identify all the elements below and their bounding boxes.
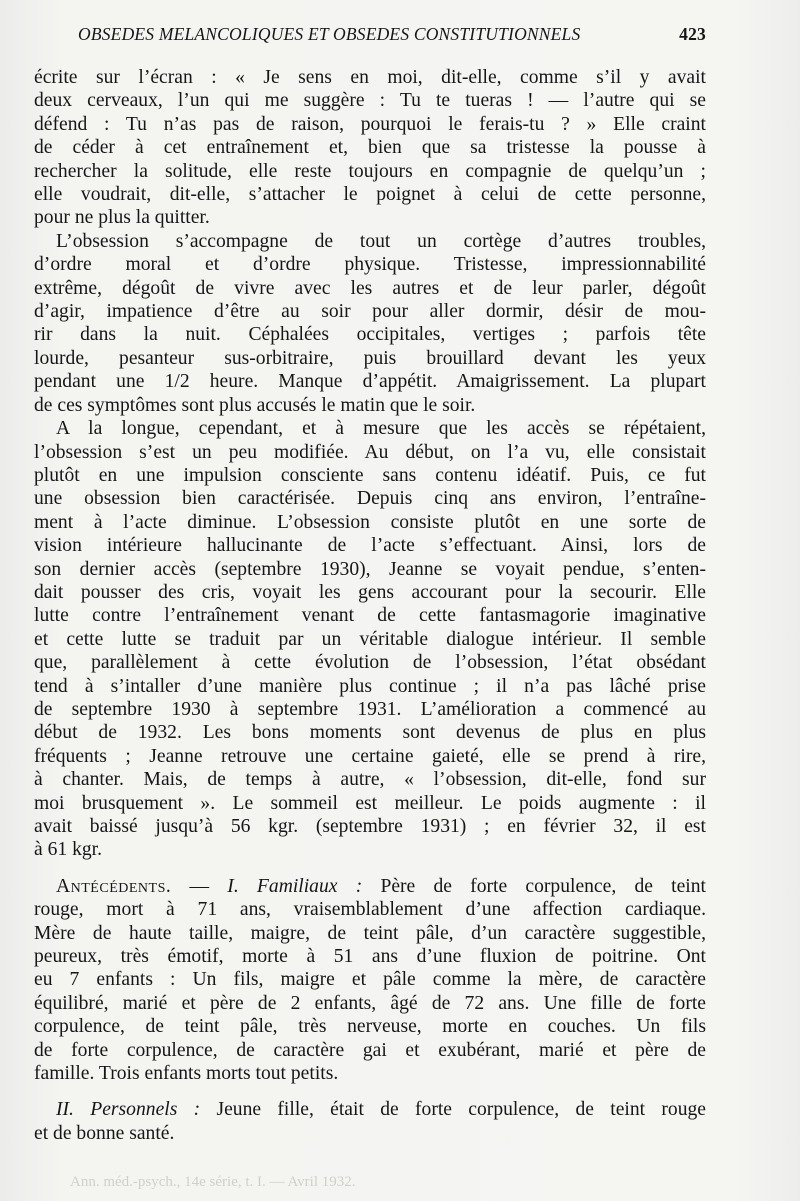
text-line: et cette lutte se traduit par un véritable dialogue intérieur. Il semble xyxy=(34,628,706,650)
page-number: 423 xyxy=(679,24,706,44)
text-line: ment à l’acte diminue. L’obsession consiste plutôt en une sorte de xyxy=(34,511,706,533)
text-line: à chanter. Mais, de temps à autre, « l’obsession, dit-elle, fond sur xyxy=(34,769,706,791)
subsection-label: II. Personnels : xyxy=(56,1099,201,1121)
text-run: Jeune fille, était de forte corpulence, de teint rouge xyxy=(216,1099,706,1121)
running-head-title: OBSEDES MELANCOLIQUES ET OBSEDES CONSTITUTIONNELS xyxy=(78,24,581,44)
text-line: équilibré, marié et père de 2 enfants, âgé de 72 ans. Une fille de forte xyxy=(34,992,706,1014)
text-line: d’ordre moral et d’ordre physique. Tristesse, impressionnabilité xyxy=(34,254,706,276)
text-line: vision intérieure hallucinante de l’acte s’effectuant. Ainsi, lors de xyxy=(34,535,706,557)
faint-footer: Ann. méd.-psych., 14e série, t. I. — Avril 1932. xyxy=(70,1174,356,1190)
text-line: moi brusquement ». Le sommeil est meilleur. Le poids augmente : il xyxy=(34,792,706,814)
text-line: une obsession bien caractérisée. Depuis cinq ans environ, l’entraîne- xyxy=(34,488,706,510)
text-line: extrême, dégoût de vivre avec les autres et de leur parler, dégoût xyxy=(34,277,706,299)
text-line: deux cerveaux, l’un qui me suggère : Tu te tueras ! — l’autre qui se xyxy=(34,90,706,112)
text-line: et de bonne santé. xyxy=(34,1122,175,1144)
text-line: que, parallèlement à cette évolution de l’obsession, l’état obsédant xyxy=(34,652,706,674)
text-line: famille. Trois enfants morts tout petits. xyxy=(34,1063,339,1085)
text-line: dait pousser des cris, voyait les gens accourant pour la secourir. Elle xyxy=(34,581,706,603)
text-line: elle voudrait, dit-elle, s’attacher le poignet à celui de cette personne, xyxy=(34,184,706,206)
text-run: Père de forte corpulence, de teint xyxy=(380,875,706,897)
subsection-label: I. Familiaux : xyxy=(227,875,363,897)
text-line: de céder à cet entraînement et, bien que sa tristesse la pousse à xyxy=(34,137,706,159)
text-line: à 61 kgr. xyxy=(34,839,103,861)
text-line: écrite sur l’écran : « Je sens en moi, dit-elle, comme s’il y avait xyxy=(34,67,706,88)
section-label: Antécédents. xyxy=(56,875,172,897)
text-line: L’obsession s’accompagne de tout un cortège d’autres troubles, xyxy=(56,230,706,252)
text-line: tend à s’intaller d’une manière plus continue ; il n’a pas lâché prise xyxy=(34,675,706,697)
text-line: rouge, mort à 71 ans, vraisemblablement d’une affection cardiaque. xyxy=(34,899,706,921)
text-line: de septembre 1930 à septembre 1931. L’amélioration a commencé au xyxy=(34,698,706,720)
text-line: d’agir, impatience d’être au soir pour aller dormir, désir de mou- xyxy=(34,301,706,323)
text-line: Mère de haute taille, maigre, de teint pâle, d’un caractère suggestible, xyxy=(34,922,706,944)
text-line: avait baissé jusqu’à 56 kgr. (septembre 1931) ; en février 32, il est xyxy=(34,816,706,837)
text-line: rechercher la solitude, elle reste toujours en compagnie de quelqu’un ; xyxy=(34,160,706,182)
text-line: défend : Tu n’as pas de raison, pourquoi le ferais-tu ? » Elle craint xyxy=(34,113,706,135)
text-line: lutte contre l’entraînement venant de cette fantasmagorie imaginative xyxy=(34,605,706,627)
text-line: A la longue, cependant, et à mesure que les accès se répétaient, xyxy=(56,418,706,440)
text-line: lourde, pesanteur sus-orbitraire, puis brouillard devant les yeux xyxy=(34,347,706,369)
text-line: rir dans la nuit. Céphalées occipitales, vertiges ; parfois tête xyxy=(34,324,706,346)
text-line: pour ne plus la quitter. xyxy=(34,207,210,229)
text-line: l’obsession s’est un peu modifiée. Au début, on l’a vu, elle consistait xyxy=(34,441,706,463)
text-line: plutôt en une impulsion consciente sans contenu idéatif. Puis, ce fut xyxy=(34,464,706,486)
running-head xyxy=(78,24,706,50)
text-line: son dernier accès (septembre 1930), Jeanne se voyait pendue, s’enten- xyxy=(34,558,706,580)
text-line: corpulence, de teint pâle, très nerveuse, morte en couches. Un fils xyxy=(34,1016,706,1038)
text-line: eu 7 enfants : Un fils, maigre et pâle comme la mère, de caractère xyxy=(34,969,706,991)
text-line: peureux, très émotif, morte à 51 ans d’une fluxion de poitrine. Ont xyxy=(34,946,706,968)
text-line: pendant une 1/2 heure. Manque d’appétit. Amaigrissement. La plupart xyxy=(34,371,706,393)
body-text xyxy=(34,66,706,1145)
text-line: de forte corpulence, de caractère gai et exubérant, marié et père de xyxy=(34,1039,706,1061)
text-line: début de 1932. Les bons moments sont devenus de plus en plus xyxy=(34,722,706,744)
section-first-line xyxy=(34,1098,706,1121)
text-line: fréquents ; Jeanne retrouve une certaine gaieté, elle se prend à rire, xyxy=(34,745,706,767)
section-first-line: Antécédents. — I. Familiaux : Père de forte corpulence, de teint xyxy=(56,875,706,897)
text-line: de ces symptômes sont plus accusés le matin que le soir. xyxy=(34,394,476,416)
